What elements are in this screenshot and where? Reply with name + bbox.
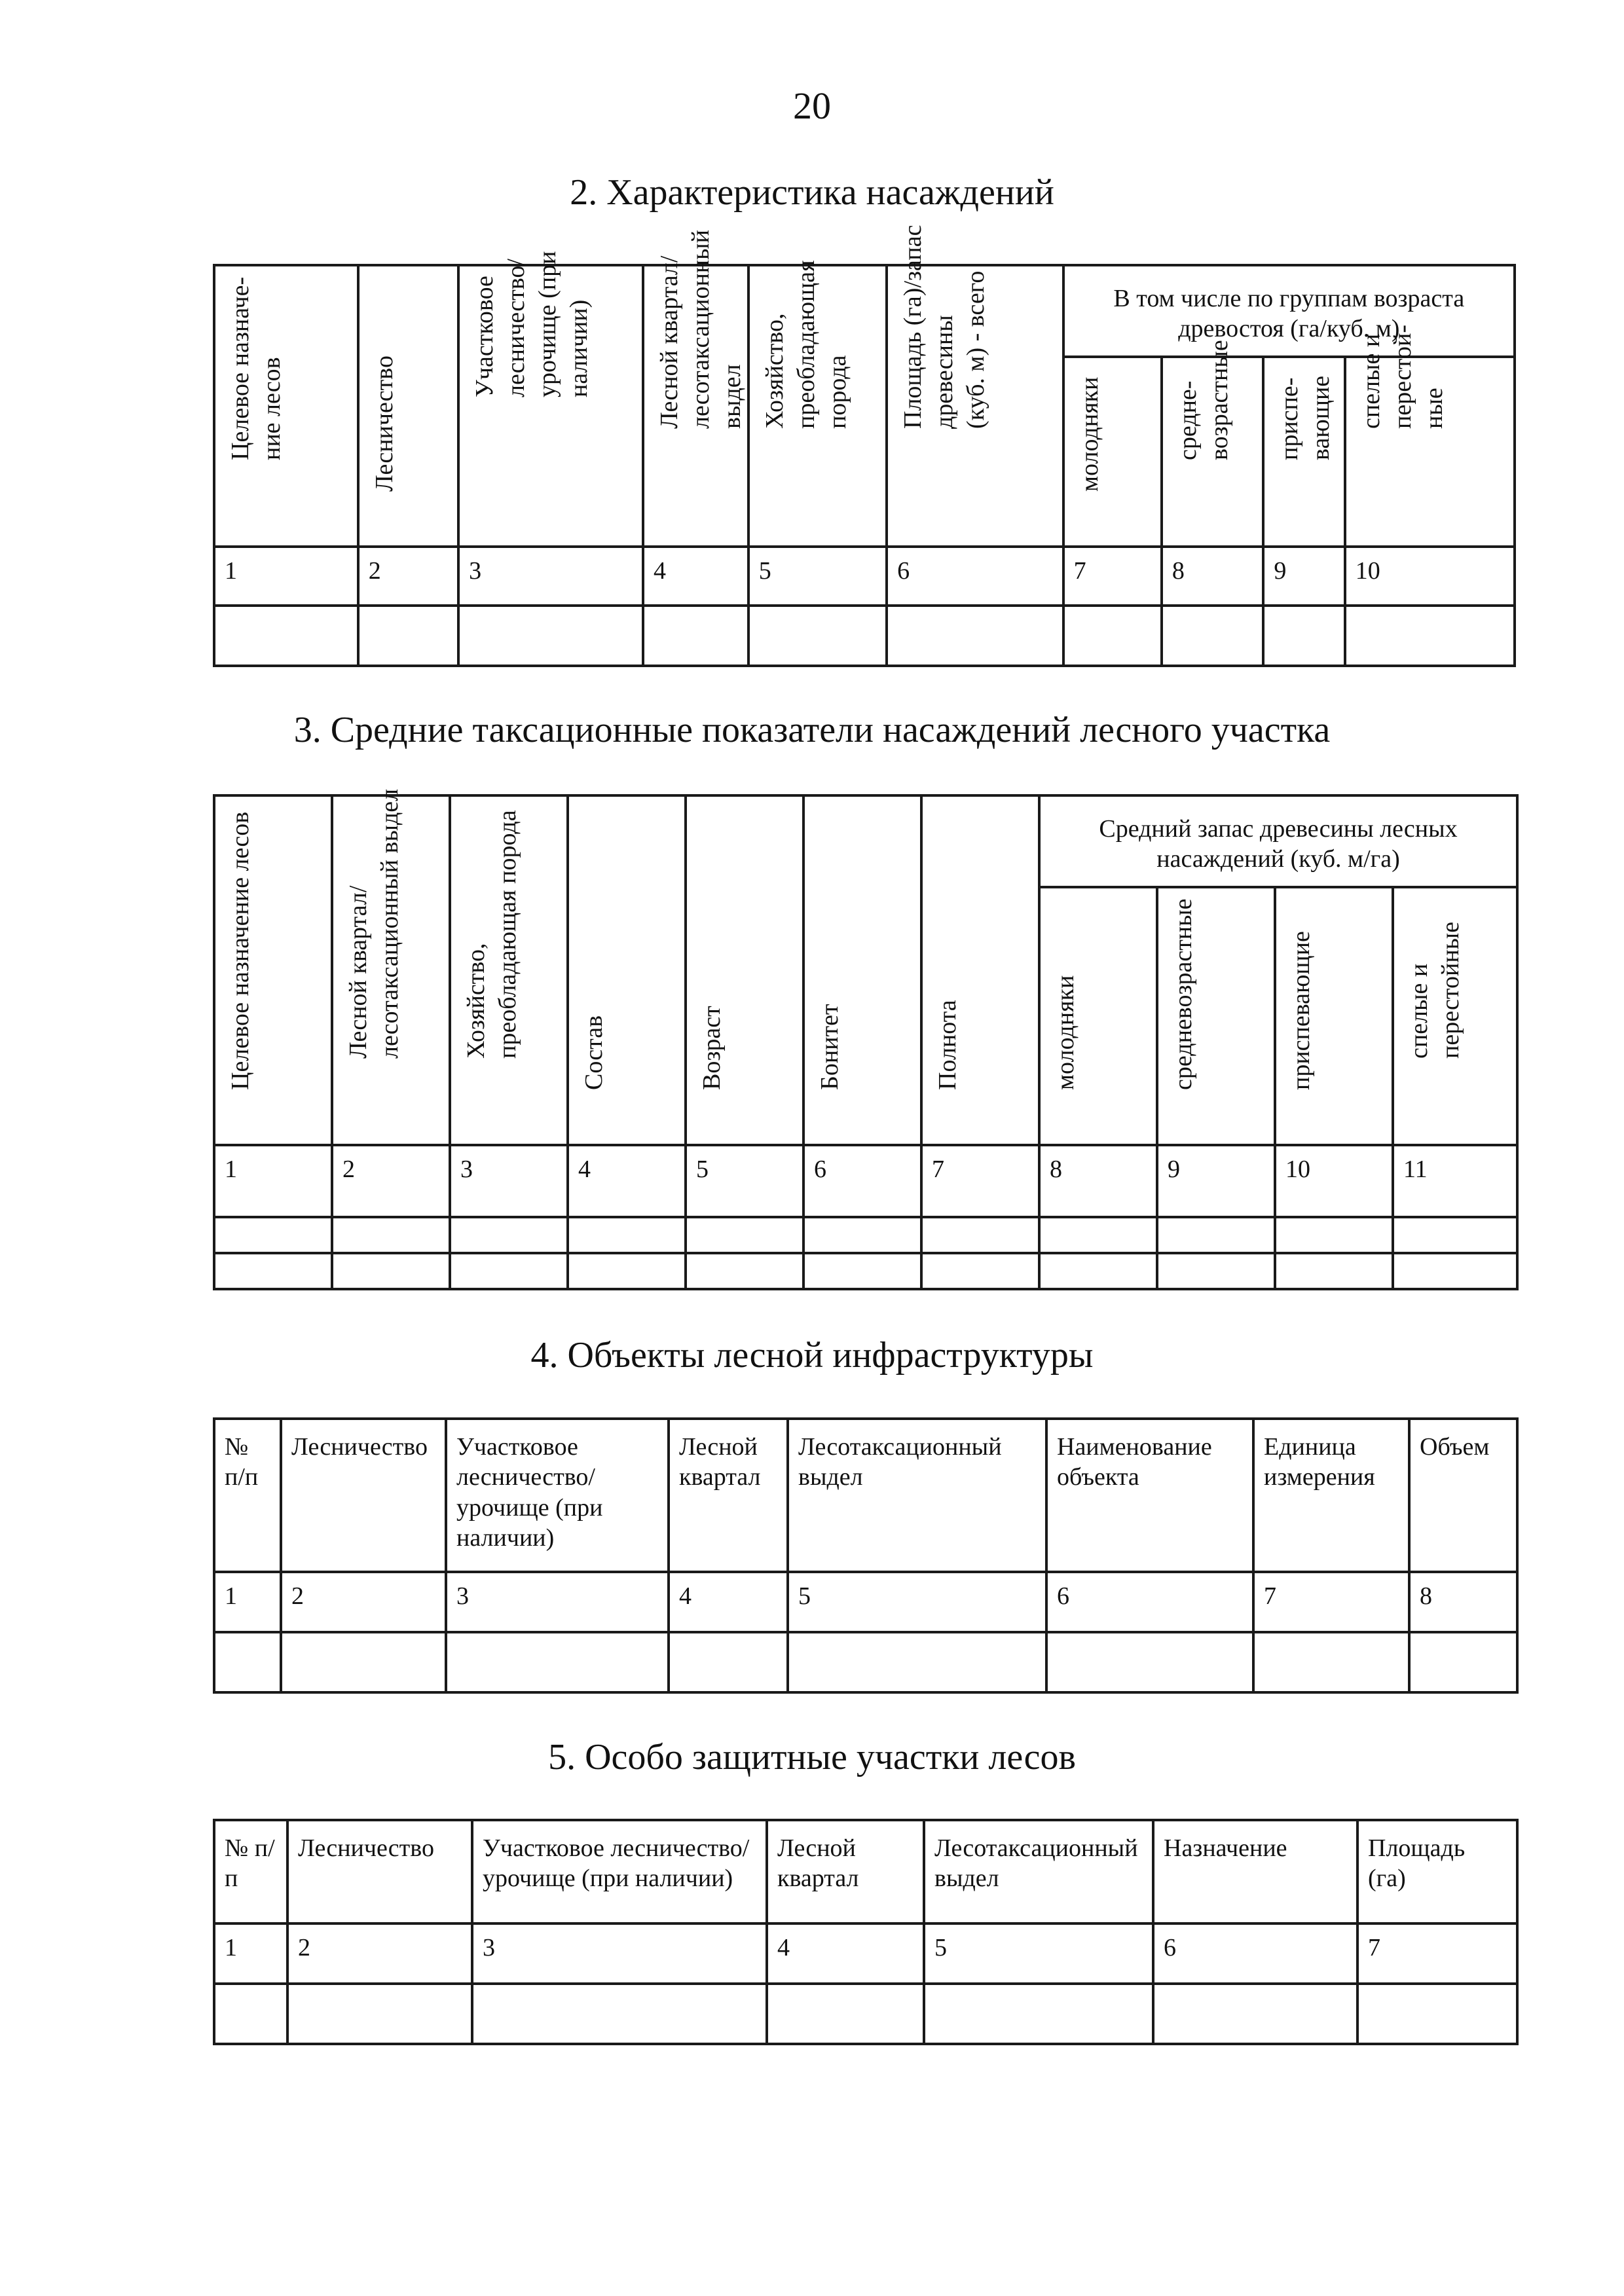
section5-title: 5. Особо защитные участки лесов <box>548 1737 1076 1777</box>
s3-col-mature-header: спелые и перестойные <box>1393 887 1517 1145</box>
s2-col-purpose-header: Целевое назначе- ние лесов <box>214 265 358 547</box>
s3-col-density-header: Полнота <box>921 795 1039 1145</box>
s4-col-quarter-header: Лесной квартал <box>669 1419 788 1572</box>
s2-col-middle-aged-header: средне- возрастные <box>1162 357 1263 547</box>
s3-col-young-header: молодняки <box>1039 887 1157 1145</box>
s2-age-group-header: В том числе по группам возраста древостоя (га/куб. м) <box>1063 265 1515 357</box>
s3-number-row: 1 2 3 4 5 6 7 8 9 10 11 <box>214 1145 1517 1217</box>
section2-title: 2. Характеристика насаждений <box>570 172 1054 213</box>
s3-col-maturing-header: приспевающие <box>1275 887 1393 1145</box>
s3-col-economy-header: Хозяйство, преобладающая порода <box>450 795 568 1145</box>
section4-title: 4. Объекты лесной инфраструктуры <box>530 1335 1094 1376</box>
s3-empty-row <box>214 1253 1517 1289</box>
s5-col-forestry-header: Лесничество <box>287 1820 472 1923</box>
s4-header-row <box>214 1419 1517 1572</box>
s2-col-maturing-header: приспе- вающие <box>1263 357 1344 547</box>
s5-col-district-header: Участковое лесничество/урочище (при наличии) <box>472 1820 767 1923</box>
s4-empty-row <box>214 1632 1517 1692</box>
section2-table <box>213 225 1516 667</box>
s2-col-economy-header: Хозяйство, преобладающая порода <box>748 265 887 547</box>
s4-col-unit-header: Единица измерения <box>1253 1419 1409 1572</box>
s4-col-object-name-header: Наименование объекта <box>1046 1419 1253 1572</box>
s5-empty-row <box>214 1984 1517 2044</box>
s3-col-composition-header: Состав <box>568 795 686 1145</box>
s2-col-district-header: Участковое лесничество/ урочище (при наличии) <box>458 265 643 547</box>
page-number: 20 <box>793 84 831 127</box>
s5-col-number-header: № п/п <box>214 1820 287 1923</box>
s5-col-allotment-header: Лесотаксационный выдел <box>924 1820 1153 1923</box>
s4-col-district-header: Участковое лесничество/ урочище (при наличии) <box>446 1419 669 1572</box>
section3-table <box>213 788 1519 1290</box>
s2-col-quarter-header: Лесной квартал/ лесотаксационный выдел <box>643 265 748 547</box>
s2-col-area-header: Площадь (га)/запас древесины (куб. м) - всего <box>887 265 1063 547</box>
s2-col-forestry-header: Лесничество <box>358 265 458 547</box>
section4-table <box>213 1417 1519 1694</box>
section5-table <box>213 1819 1519 2045</box>
s5-col-area-header: Площадь (га) <box>1357 1820 1517 1923</box>
s3-col-middle-aged-header: средневозрастные <box>1157 887 1275 1145</box>
s4-col-allotment-header: Лесотаксационный выдел <box>788 1419 1046 1572</box>
s3-stock-group-header: Средний запас древесины лесных насаждений (куб. м/га) <box>1039 795 1517 887</box>
s5-col-quarter-header: Лесной квартал <box>767 1820 924 1923</box>
s3-empty-row <box>214 1217 1517 1253</box>
s2-number-row: 1 2 3 4 5 6 7 8 9 10 <box>214 547 1515 606</box>
s3-col-quarter-header: Лесной квартал/ лесотаксационный выдел <box>332 795 450 1145</box>
s3-col-purpose-header: Целевое назначение лесов <box>214 795 332 1145</box>
s4-col-volume-header: Объем <box>1409 1419 1517 1572</box>
s4-col-forestry-header: Лесничество <box>281 1419 446 1572</box>
s5-header-row <box>214 1820 1517 1923</box>
s2-col-young-header: молодняки <box>1063 357 1162 547</box>
s2-col-mature-header: спелые и перестой- ные <box>1345 357 1515 547</box>
section3-title: 3. Средние таксационные показатели насаждений лесного участка <box>293 710 1331 750</box>
s5-col-purpose-header: Назначение <box>1153 1820 1357 1923</box>
s5-number-row: 1 2 3 4 5 6 7 <box>214 1923 1517 1984</box>
s3-col-bonitet-header: Бонитет <box>803 795 921 1145</box>
s4-number-row: 1 2 3 4 5 6 7 8 <box>214 1572 1517 1632</box>
s4-col-number-header: № п/п <box>214 1419 281 1572</box>
s2-empty-row <box>214 606 1515 666</box>
s3-col-age-header: Возраст <box>686 795 803 1145</box>
